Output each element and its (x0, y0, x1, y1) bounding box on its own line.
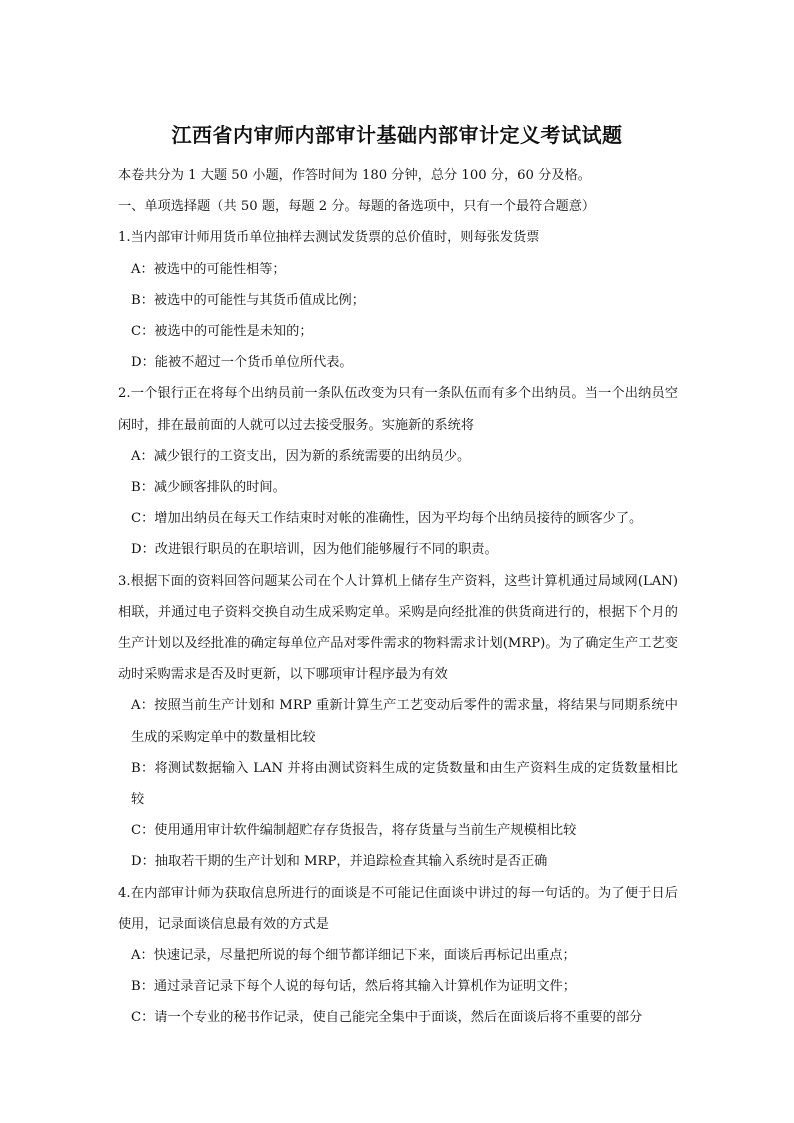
option-c: C：请一个专业的秘书作记录，使自己能完全集中于面谈，然后在面谈后将不重要的部分 (131, 1010, 643, 1026)
option-c: C：使用通用审计软件编制超贮存存货报告，将存货量与当前生产规模相比较 (131, 823, 577, 839)
option-a: A：快速记录，尽量把所说的每个细节都详细记下来，面谈后再标记出重点； (131, 948, 576, 964)
document-body (118, 160, 678, 1034)
option-b: B：通过录音记录下每个人说的每句话，然后将其输入计算机作为证明文件； (131, 979, 576, 995)
option-a: A：被选中的可能性相等； (131, 261, 286, 277)
option-a: A：按照当前生产计划和 MRP 重新计算生产工艺变动后零件的需求量，将结果与同期系统中生成的采购定单中的数量相比较 (131, 698, 678, 745)
option-c: C：增加出纳员在每天工作结束时对帐的准确性，因为平均每个出纳员接待的顾客少了。 (131, 511, 643, 527)
option-d: D：抽取若干期的生产计划和 MRP，并追踪检查其输入系统时是否正确 (131, 854, 548, 870)
option-d: D：改进银行职员的在职培训，因为他们能够履行不同的职责。 (131, 542, 498, 558)
question-stem: 3.根据下面的资料回答问题某公司在个人计算机上储存生产资料，这些计算机通过局域网(LAN)相联，并通过电子资料交换自动生成采购定单。采购是向经批准的供货商进行的，根据下个月的生产计划以及经批准的确定每单位产品对零件需求的物料需求计划(MRP)。为了确定生产工艺变动时采购需求是否及时更新，以下哪项审计程序最为有效 (118, 573, 678, 683)
exam-intro: 本卷共分为 1 大题 50 小题，作答时间为 180 分钟，总分 100 分，60 分及格。 (118, 168, 591, 183)
option-b: B：将测试数据输入 LAN 并将由测试资料生成的定货数量和由生产资料生成的定货数量相比较 (131, 760, 678, 808)
option-c: C：被选中的可能性是未知的； (131, 324, 313, 340)
option-b: B：被选中的可能性与其货币值成比例； (131, 292, 365, 308)
option-a: A：减少银行的工资支出，因为新的系统需要的出纳员少。 (131, 448, 471, 464)
section-heading: 一、单项选择题（共 50 题，每题 2 分。每题的备选项中，只有一个最符合题意） (118, 199, 596, 215)
question-stem: 1.当内部审计师用货币单位抽样去测试发货票的总价值时，则每张发货票 (118, 230, 540, 246)
question-3 (118, 566, 678, 878)
question-stem: 2.一个银行正在将每个出纳员前一条队伍改变为只有一条队伍而有多个出纳员。当一个出纳员空闲时，排在最前面的人就可以过去接受服务。实施新的系统将 (118, 386, 678, 433)
question-1 (118, 222, 678, 378)
question-4 (118, 878, 678, 1034)
document-title: 江西省内审师内部审计基础内部审计定义考试试题 (171, 123, 623, 147)
question-stem: 4.在内部审计师为获取信息所进行的面谈是不可能记住面谈中讲过的每一句话的。为了便于日后使用，记录面谈信息最有效的方式是 (118, 885, 678, 932)
question-2 (118, 378, 678, 565)
option-b: B：减少顾客排队的时间。 (131, 480, 286, 496)
option-d: D：能被不超过一个货币单位所代表。 (131, 355, 353, 371)
